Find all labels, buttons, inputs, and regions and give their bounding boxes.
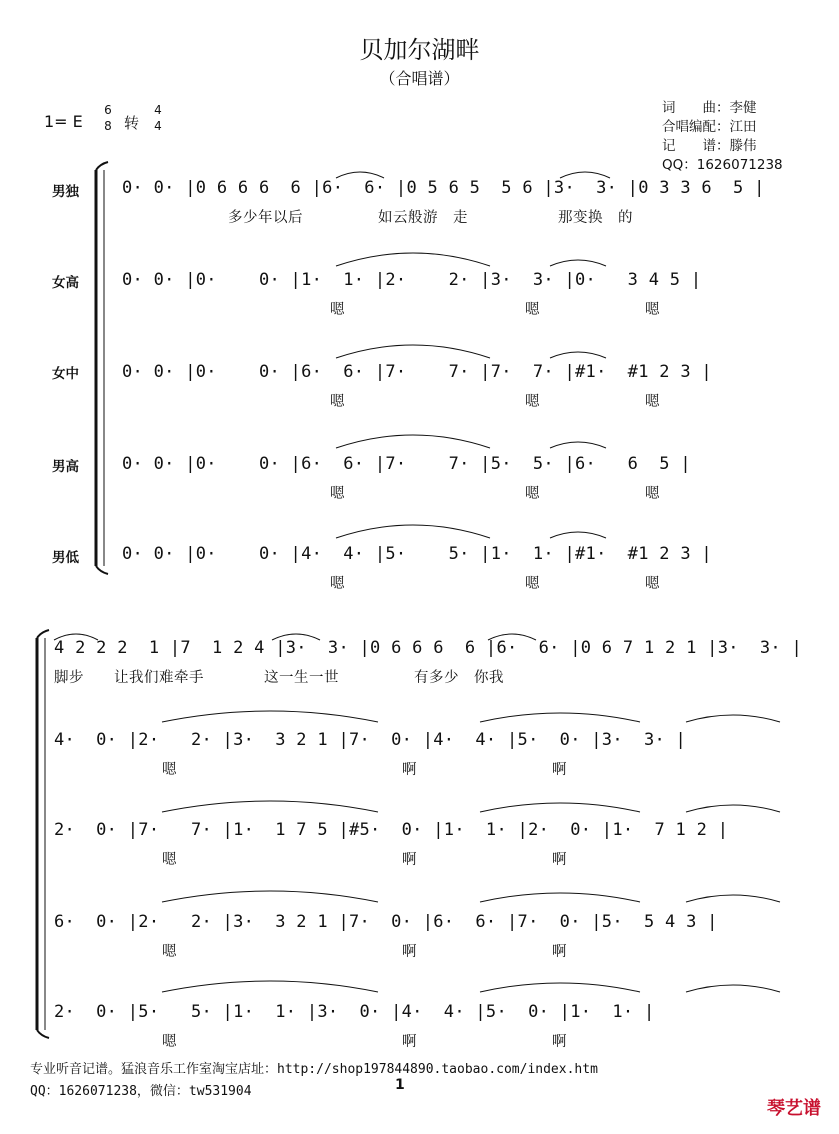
s2-soprano-lyrics: 嗯 啊 啊 (162, 762, 567, 778)
key-change-word: 转 (124, 114, 140, 132)
s1-soprano-lyrics: 嗯 嗯 嗯 (330, 302, 660, 318)
page-number: 1 (395, 1077, 405, 1093)
s2-alto-notes: 2· 0· |7· 7· |1· 1 7 5 |#5· 0· |1· 1· |2· 0· |1· 7 1 2 | (54, 820, 729, 840)
time-sig-2-bottom: 4 (154, 119, 162, 133)
credit-arranger: 合唱编配：江田 (662, 119, 757, 135)
voice-label-solo: 男独 (52, 184, 79, 200)
s2-bass-lyrics: 嗯 啊 啊 (162, 1034, 567, 1050)
page-title: 贝加尔湖畔 (359, 36, 480, 64)
s1-alto-lyrics: 嗯 嗯 嗯 (330, 394, 660, 410)
voice-label-tenor: 男高 (52, 459, 79, 475)
s1-bass-notes: 0· 0· |0· 0· |4· 4· |5· 5· |1· 1· |#1· #1 2 3 | (122, 544, 712, 564)
voice-label-bass: 男低 (52, 550, 79, 566)
time-sig-1-top: 6 (104, 103, 112, 117)
page-subtitle: （合唱谱） (379, 69, 460, 88)
credit-transcriber: 记 谱：滕伟 (662, 138, 757, 154)
key-signature: 1= E (44, 112, 83, 131)
s2-soprano-notes: 4· 0· |2· 2· |3· 3 2 1 |7· 0· |4· 4· |5· 0· |3· 3· | (54, 730, 687, 750)
voice-label-alto: 女中 (52, 366, 79, 382)
s2-tenor-notes: 6· 0· |2· 2· |3· 3 2 1 |7· 0· |6· 6· |7· 0· |5· 5 4 3 | (54, 912, 718, 932)
credit-lyrics-music: 词 曲：李健 (662, 100, 757, 116)
footer-shop-link[interactable]: 专业听音记谱。猛浪音乐工作室淘宝店址：http://shop197844890.taobao.com/index.htm (30, 1062, 598, 1077)
s1-tenor-notes: 0· 0· |0· 0· |6· 6· |7· 7· |5· 5· |6· 6 5 | (122, 454, 691, 474)
s1-tenor-lyrics: 嗯 嗯 嗯 (330, 486, 660, 502)
s1-alto-notes: 0· 0· |0· 0· |6· 6· |7· 7· |7· 7· |#1· #1 2 3 | (122, 362, 712, 382)
s2-tenor-lyrics: 嗯 啊 啊 (162, 944, 567, 960)
credit-qq: QQ：1626071238 (662, 157, 783, 173)
s1-soprano-notes: 0· 0· |0· 0· |1· 1· |2· 2· |3· 3· |0· 3 4 5 | (122, 270, 702, 290)
s2-alto-lyrics: 嗯 啊 啊 (162, 852, 567, 868)
s1-solo-lyrics: 多少年以后 如云般游 走 那变换 的 (228, 210, 633, 226)
s1-solo-notes: 0· 0· |0 6 6 6 6 |6· 6· |0 5 6 5 5 6 |3· 3· |0 3 3 6 5 | (122, 178, 765, 198)
s2-solo-lyrics: 脚步 让我们难牵手 这一生一世 有多少 你我 (54, 670, 504, 686)
s2-bass-notes: 2· 0· |5· 5· |1· 1· |3· 0· |4· 4· |5· 0· |1· 1· | (54, 1002, 655, 1022)
brand-logo: 琴艺谱 (767, 1098, 821, 1119)
s2-solo-notes: 4 2 2 2 1 |7 1 2 4 |3· 3· |0 6 6 6 6 |6· 6· |0 6 7 1 2 1 |3· 3· | (54, 638, 802, 658)
s1-bass-lyrics: 嗯 嗯 嗯 (330, 576, 660, 592)
time-sig-2-top: 4 (154, 103, 162, 117)
time-sig-1-bottom: 8 (104, 119, 112, 133)
footer-contact: QQ：1626071238，微信：tw531904 (30, 1084, 252, 1099)
voice-label-soprano: 女高 (52, 275, 79, 291)
